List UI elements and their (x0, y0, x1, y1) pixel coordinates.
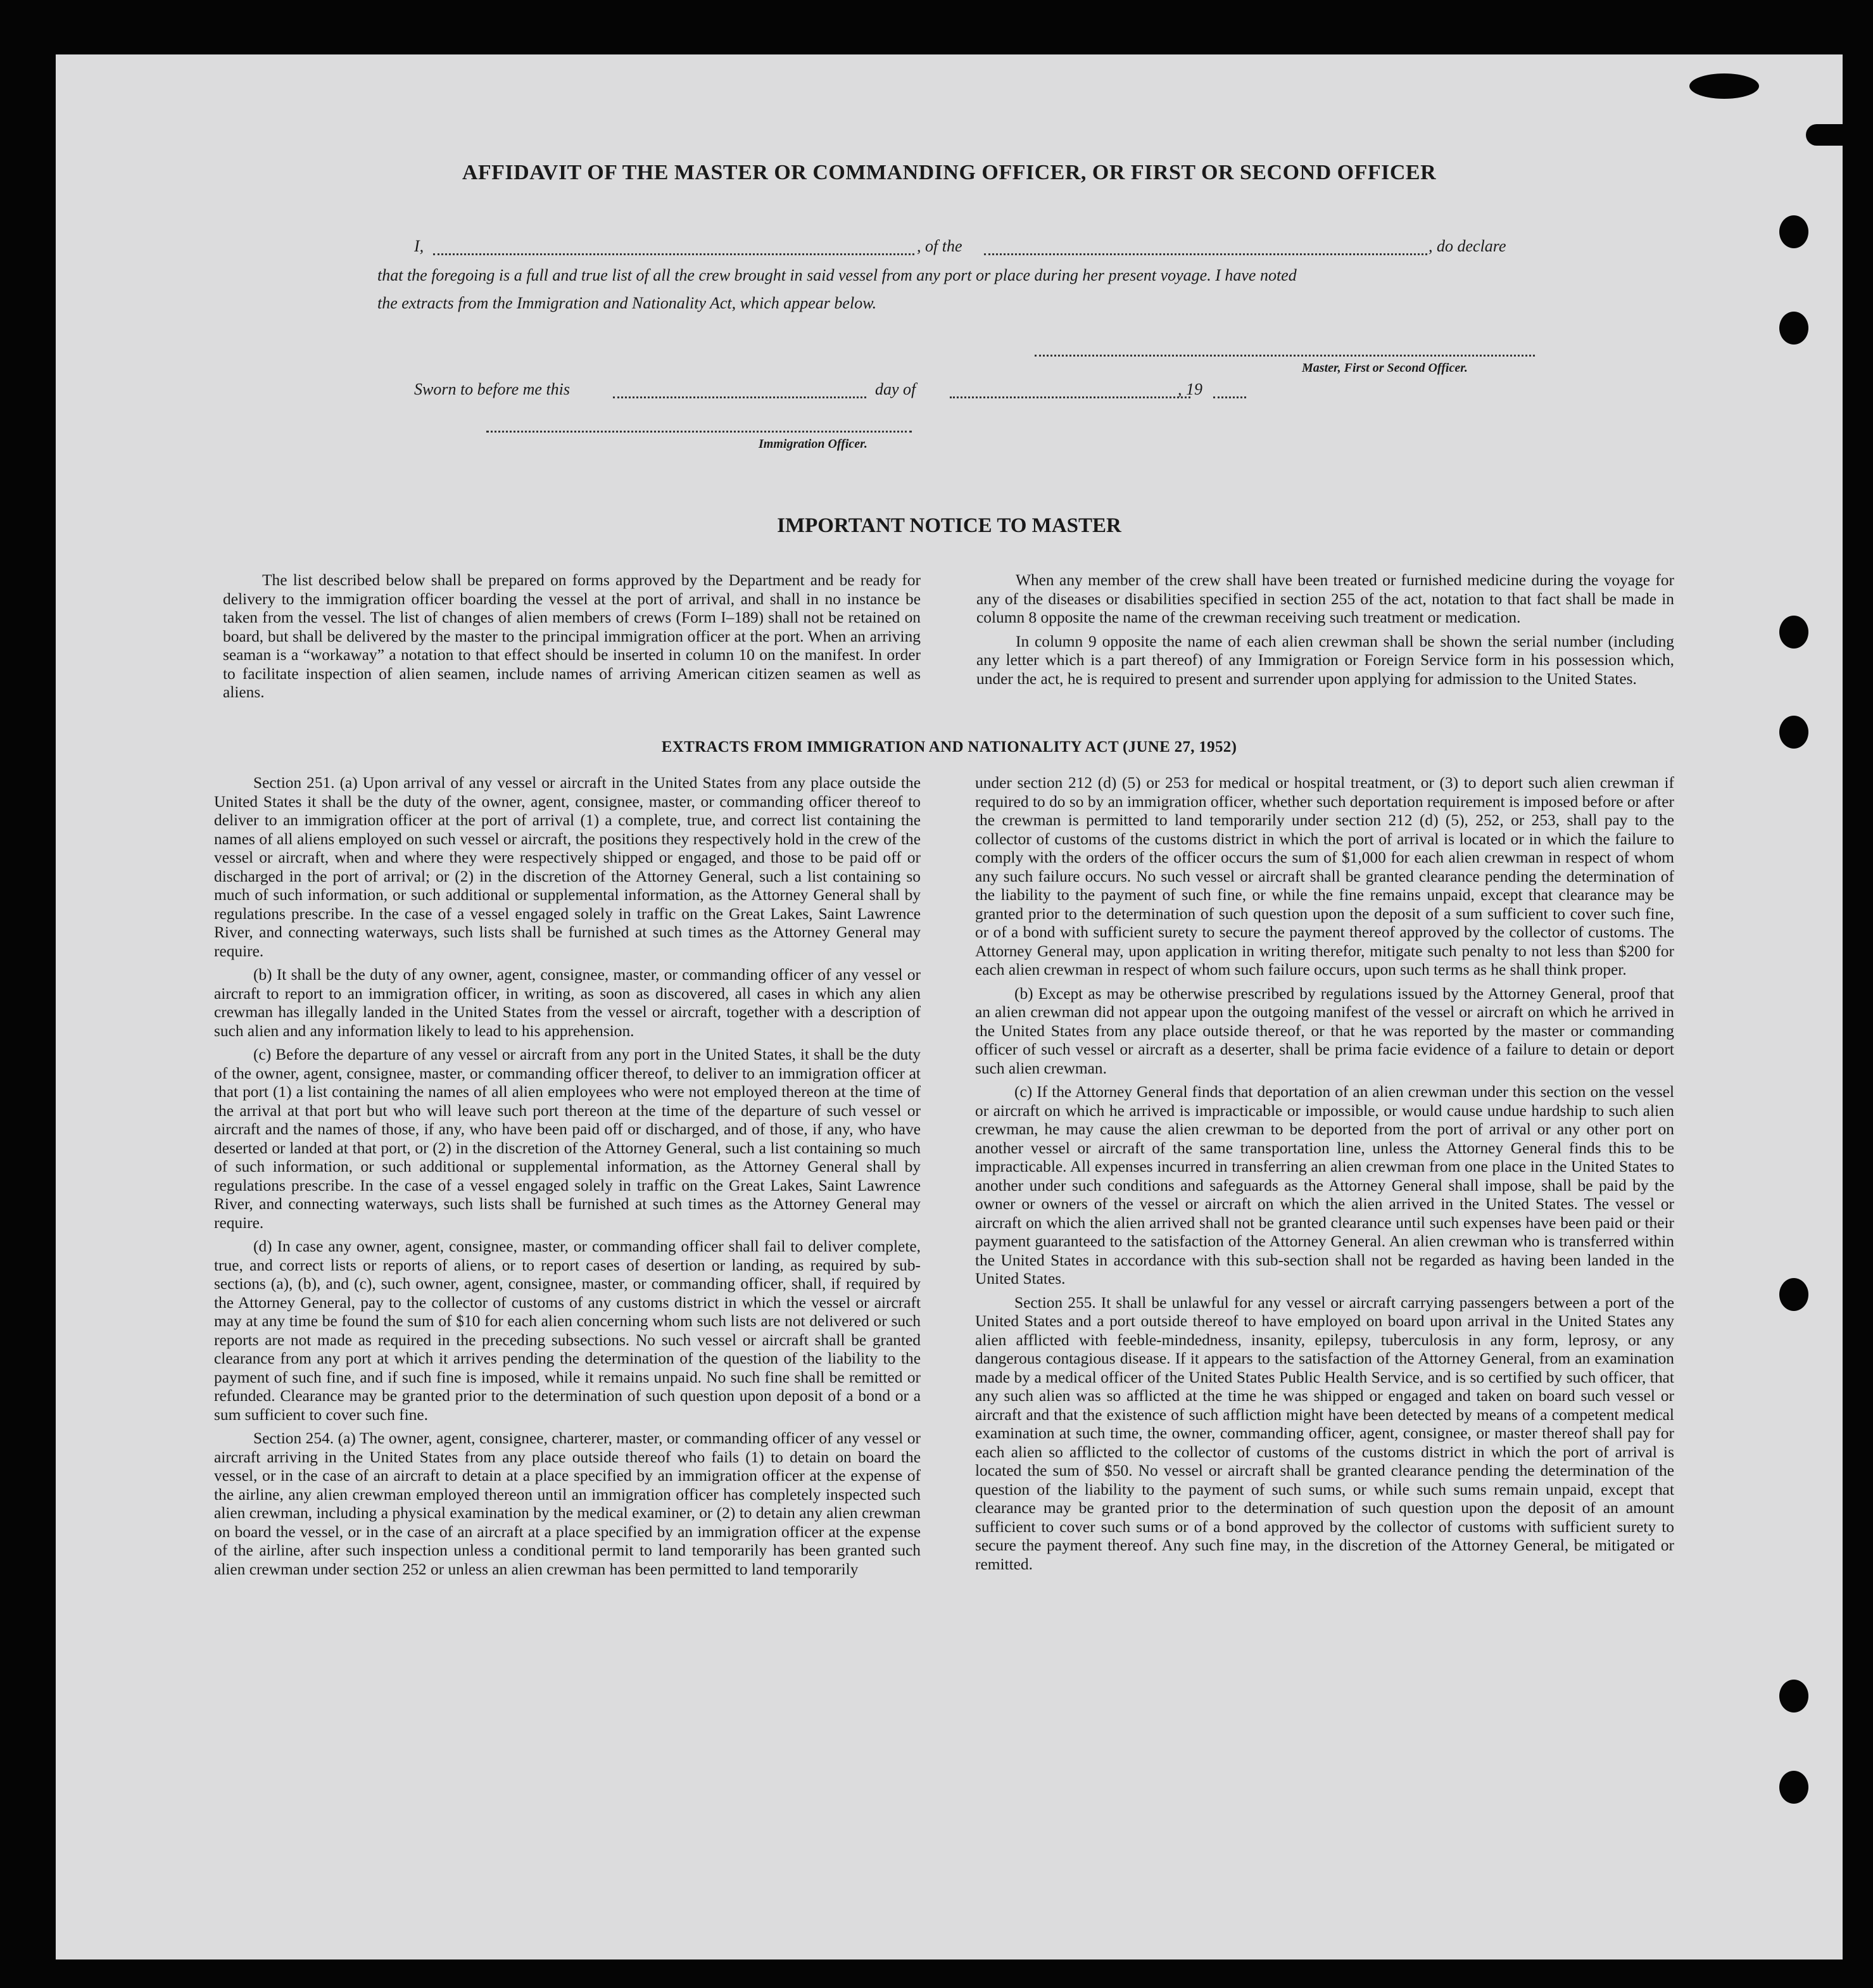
statement-line-2: the extracts from the Immigration and Nationality Act, which appear below. (377, 294, 877, 312)
section-254a: Section 254. (a) The owner, agent, consignee, charterer, master, or commanding officer of any vessel or aircraft arriving in the United States from any place outside thereof who fails (1) to detain on board the vessel, or in the case of an aircraft to detain at a place specified by an immigration officer at the expense of the airline, any alien crewman employed thereon until an immigration officer has completely inspected such alien crewman, including a physical examination by the medical examiner, or (2) to detain any alien crewman on board the vessel, or in the case of an aircraft at a place specified by an immigration officer at the expense of the airline, after such inspection unless a conditional permit to land temporarily has been granted such alien crewman under section 252 or unless an alien crewman has been permitted to land temporarily (214, 1429, 921, 1578)
section-255: Section 255. It shall be unlawful for any vessel or aircraft carrying passengers between a port of the United States and a port outside thereof to have employed on board upon arrival in the United States any alien afflicted with feeble-mindedness, insanity, epilepsy, tuberculosis in any form, leprosy, or any dangerous contagious disease. If it appears to the satisfaction of the Attorney General, from an examination made by a medical officer of the United States Public Health Service, and is so certified by such officer, that any such alien was so afflicted at the time he was shipped or engaged and taken on board such vessel or aircraft and that the existence of such affliction might have been detected by means of a competent medical examination at such time, the owner, commanding officer, agent, consignee, or master thereof shall pay for each alien so afflicted to the collector of customs of the customs district in which the port of arrival is located the sum of $50. No vessel or aircraft shall be granted clearance pending the determination of the question of the liability to the payment of such sums, or while such sums remain unpaid, except that clearance may be granted prior to the determination of such question upon the deposit of an amount sufficient to cover such sums or of a bond approved by the collector of customs with sufficient surety to secure the payment thereof. Any such fine may, in the discretion of the Attorney General, be mitigated or remitted. (975, 1293, 1674, 1573)
torn-corner-mark (1689, 73, 1759, 99)
punch-hole (1779, 1771, 1808, 1804)
section-251b: (b) It shall be the duty of any owner, agent, consignee, master, or commanding officer of any vessel or aircraft to report to an immigration officer, in writing, as soon as discovered, all cases in which any alien crewman has illegally landed in the United States from the vessel or aircraft, together with a description of such alien and any information likely to lead to his apprehension. (214, 966, 921, 1040)
notice-right-paragraph-2: In column 9 opposite the name of each alien crewman shall be shown the serial number (including any letter which is a part thereof) of any Immigration or Foreign Service form in his possession which, under the act, he is required to present and surrender upon applying for admission to the United States. (976, 632, 1674, 688)
of-the-label: , of the (917, 237, 962, 255)
year-label: , 19 (1178, 380, 1202, 398)
sworn-day-blank-line (613, 396, 866, 398)
punch-hole (1779, 1278, 1808, 1311)
extracts-title: EXTRACTS FROM IMMIGRATION AND NATIONALITY ACT (JUNE 27, 1952) (661, 738, 1237, 756)
section-254a-continued: under section 212 (d) (5) or 253 for medical or hospital treatment, or (3) to deport such alien crewman if required to do so by an immigration officer, whether such deportation requirement is imposed before or after the crewman is permitted to land temporarily under section 212 (d) (5), 252, or 253, shall pay to the collector of customs of the customs district in which the port of arrival is located or in which the failure to comply with the orders of the officer occurs the sum of $1,000 for each alien crewman in respect of whom any such failure occurs. No such vessel or aircraft shall be granted clearance pending the determination of the liability to the payment of such fine, or while the fine remains unpaid, except that clearance may be granted prior to the determination of such question upon the deposit of a sum sufficient to cover such fine, or of a bond with sufficient surety to secure the payment thereof approved by the collector of customs. The Attorney General may, upon application in writing therefor, mitigate such penalty to not less than $200 for each alien crewman in respect of whom such failure occurs, upon such terms as he shall think proper. (975, 774, 1674, 978)
section-251c: (c) Before the departure of any vessel or aircraft from any port in the United States, it shall be the duty of the owner, agent, consignee, master, or commanding officer thereof, to deliver to an immigration officer at that port (1) a list containing the names of all alien employees who were not employed thereon at the time of the arrival at that port but who will leave such port thereon at the time of the departure of such vessel or aircraft and the names of those, if any, who have been paid off or discharged, and of those, if any, who have deserted or landed at that port, or (2) in the discretion of the Attorney General, such a list containing so much of such information, or such additional or supplemental information, as the Attorney General shall by regulations prescribe. In the case of a vessel engaged solely in traffic on the Great Lakes, Saint Lawrence River, and connecting waterways, such lists shall be furnished at such times as the Attorney General may require. (214, 1046, 921, 1232)
sworn-month-blank-line (950, 396, 1190, 398)
punch-hole (1779, 312, 1808, 345)
i-label: I, (414, 237, 424, 255)
do-declare-label: , do declare (1428, 237, 1506, 255)
vessel-blank-line (984, 253, 1427, 255)
sworn-label: Sworn to before me this (414, 380, 571, 398)
section-251a: Section 251. (a) Upon arrival of any vessel or aircraft in the United States from any place outside the United States it shall be the duty of the owner, agent, consignee, master, or commanding officer thereof to deliver to an immigration officer at the port of arrival (1) a complete, true, and correct list containing the names of all aliens employed on such vessel or aircraft, the positions they respectively hold in the crew of the vessel or aircraft, when and where they were respectively shipped or engaged, and those to be paid off or discharged in the port of arrival; or (2) in the discretion of the Attorney General, such a list containing so much of such information, or such additional or supplemental information, as the Attorney General shall by regulations prescribe. In the case of a vessel engaged solely in traffic on the Great Lakes, Saint Lawrence River, and connecting waterways, such lists shall be furnished at such times as the Attorney General may require. (214, 774, 921, 960)
punch-hole (1779, 1680, 1808, 1713)
document-page (56, 54, 1843, 1960)
notice-title: IMPORTANT NOTICE TO MASTER (777, 514, 1121, 537)
extracts-left-column (214, 774, 921, 1584)
section-254b: (b) Except as may be otherwise prescribed by regulations issued by the Attorney General, proof that an alien crewman did not appear upon the outgoing manifest of the vessel or aircraft on which he arrived in the United States from any place outside thereof, or that he was reported by the master or commanding officer of such vessel or aircraft as a deserter, shall be prima facie evidence of a failure to detain or deport such alien crewman. (975, 984, 1674, 1077)
affidavit-title: AFFIDAVIT OF THE MASTER OR COMMANDING OFFICER, OR FIRST OR SECOND OFFICER (462, 161, 1437, 184)
day-of-label: day of (875, 380, 916, 398)
officer-signature-caption: Immigration Officer. (759, 437, 867, 451)
officer-signature-line (486, 431, 912, 433)
name-blank-line (433, 253, 914, 255)
notice-left-paragraph: The list described below shall be prepared on forms approved by the Department and be ready for delivery to the immigration officer boarding the vessel at the port of arrival, and shall in no instance be taken from the vessel. The list of changes of alien members of crews (Form I–189) shall not be retained on board, but shall be delivered by the master to the principal immigration officer at the port. When an arriving seaman is a “workaway” a notation to that effect should be inserted in column 10 on the manifest. In order to facilitate inspection of alien seamen, include names of arriving American citizen seamen as well as aliens. (223, 571, 921, 701)
statement-line-1: that the foregoing is a full and true list of all the crew brought in said vessel from any port or place during her present voyage. I have noted (377, 266, 1297, 284)
year-blank-line (1213, 396, 1246, 398)
notice-left-column (223, 571, 921, 707)
punch-hole (1806, 124, 1843, 146)
master-signature-line (1035, 355, 1535, 357)
section-254c: (c) If the Attorney General finds that deportation of an alien crewman under this section on the vessel or aircraft on which he arrived is impracticable or impossible, or would cause undue hardship to such alien crewman, he may cause the alien crewman to be deported from the port of arrival or any other port on another vessel or aircraft of the same transportation line, unless the Attorney General finds this to be impracticable. All expenses incurred in transferring an alien crewman from one place in the United States to another under such conditions and safeguards as the Attorney General shall impose, shall be paid by the owner or owners of the vessel or aircraft on which the alien arrived in the United States. The vessel or aircraft on which the alien arrived shall not be granted clearance until such expenses have been paid or their payment guaranteed to the satisfaction of the Attorney General. An alien crewman who is transferred within the United States in accordance with this sub-section shall not be regarded as having been landed in the United States. (975, 1083, 1674, 1288)
master-signature-caption: Master, First or Second Officer. (1302, 361, 1468, 375)
punch-hole (1779, 716, 1808, 749)
extracts-right-column (975, 774, 1674, 1579)
punch-hole (1779, 215, 1808, 248)
punch-hole (1779, 616, 1808, 649)
section-251d: (d) In case any owner, agent, consignee, master, or commanding officer shall fail to deliver complete, true, and correct lists or reports of aliens, or to report cases of desertion or landing, as required by sub-sections (a), (b), and (c), such owner, agent, consignee, master, or commanding officer, shall, if required by the Attorney General, pay to the collector of customs of any customs district in which the vessel or aircraft may at any time be found the sum of $10 for each alien concerning whom such lists are not delivered or such reports are not made as required in the preceding subsections. No such vessel or aircraft shall be granted clearance from any port at which it arrives pending the determination of the question of the liability to the payment of such fine, and if such fine is imposed, while it remains unpaid. No such fine shall be remitted or refunded. Clearance may be granted prior to the determination of such question upon deposit of a bond or a sum sufficient to cover such fine. (214, 1238, 921, 1424)
notice-right-paragraph-1: When any member of the crew shall have been treated or furnished medicine during the voyage for any of the diseases or disabilities specified in section 255 of the act, notation to that fact shall be made in column 8 opposite the name of the crewman receiving such treatment or medication. (976, 571, 1674, 626)
notice-right-column (976, 571, 1674, 693)
